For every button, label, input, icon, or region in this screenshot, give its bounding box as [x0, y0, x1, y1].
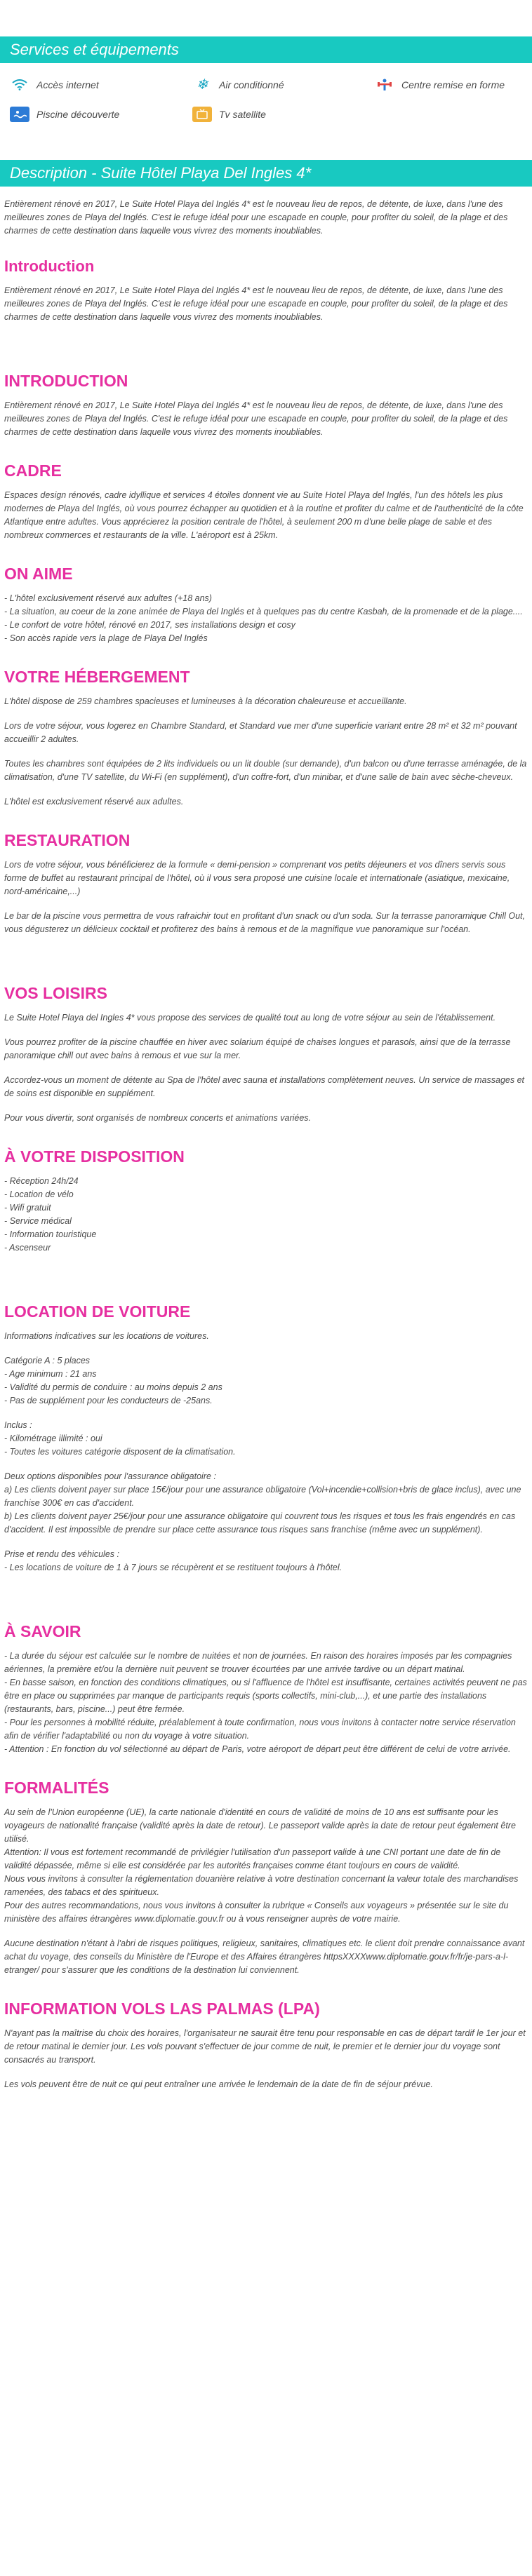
list-item: - En basse saison, en fonction des conditions climatiques, ou si l'affluence de l'hôtel est insuffisante, certaines activités peuvent ne pas être en place ou supprimées par manque de participants requis (sports collectifs, mini-club,...), et une partie des installations (restaurants, bars, piscine...) peut être fermée.	[4, 1678, 527, 1714]
information-vols-heading: INFORMATION VOLS LAS PALMAS (LPA)	[4, 2000, 320, 2018]
a-savoir-heading: À SAVOIR	[4, 1622, 81, 1640]
introduction-text: Entièrement rénové en 2017, Le Suite Hotel Playa del Inglés 4* est le nouveau lieu de repos, de détente, de luxe, dans l'une des meilleures zones de Playa del Inglés. C'est le refuge idéal pour une escapade en couple, pour profiter du soleil, de la plage et des charmes de cette destination dans laquelle vous vivrez des moments inoubliables.	[4, 285, 508, 322]
disposition-heading: À VOTRE DISPOSITION	[4, 1147, 185, 1166]
loisirs-text: Pour vous divertir, sont organisés de nombreux concerts et animations variées.	[4, 1113, 312, 1123]
hebergement-text: Toutes les chambres sont équipées de 2 lits individuels ou un lit double (sur demande), d'un balcon ou d'une terrasse aménagée, de la climatisation, d'une TV satellite, du Wi-Fi (en supplément), d'un coffre-fort, d'un minibar, et d'une salle de bain avec sèche-cheveux.	[4, 759, 527, 782]
list-item: - Le confort de votre hôtel, rénové en 2017, ses installations design et cosy	[4, 620, 295, 630]
list-item: a) Les clients doivent payer sur place 15€/jour pour une assurance obligatoire (Vol+incendie+collision+bris de glace inclus), avec une franchise 300€ en cas d'accident.	[4, 1485, 521, 1508]
formalites-text: Aucune destination n'étant à l'abri de risques politiques, religieux, sanitaires, climatiques etc. le client doit prendre connaissance avant achat du voyage, des conseils du Ministère de l'Europe et des Affaires étrangères httpsXXXXwww.diplomatie.gouv.fr/fr/je-pars-a-l-etranger/ pour s'assurer que les conditions de la destination lui conviennent.	[4, 1938, 525, 1975]
service-label: Centre remise en forme	[401, 79, 505, 90]
location-voiture-heading: LOCATION DE VOITURE	[4, 1302, 191, 1321]
list-item: - Son accès rapide vers la plage de Playa Del Inglés	[4, 633, 208, 643]
introduction-upper-text: Entièrement rénové en 2017, Le Suite Hotel Playa del Inglés 4* est le nouveau lieu de repos, de détente, de luxe, dans l'une des meilleures zones de Playa del Inglés. C'est le refuge idéal pour une escapade en couple, pour profiter du soleil, de la plage et des charmes de cette destination dans laquelle vous vivrez des moments inoubliables.	[4, 400, 508, 437]
list-item: Pour des autres recommandations, nous vous invitons à consulter la rubrique « Conseils aux voyageurs » présentée sur le site du ministère des affaires étrangères www.diplomatie.gouv.fr ou à vous renseigner auprès de votre mairie.	[4, 1901, 509, 1924]
disposition-list	[4, 1175, 528, 1255]
list-item: - Kilométrage illimité : oui	[4, 1434, 102, 1443]
inclus-list	[4, 1419, 528, 1459]
information-vols-text: Les vols peuvent être de nuit ce qui peut entraîner une arrivée le lendemain de la date de fin de séjour prévue.	[4, 2079, 433, 2089]
service-label: Piscine découverte	[36, 109, 120, 120]
services-heading: Services et équipements	[0, 36, 532, 63]
list-item: Inclus :	[4, 1420, 32, 1430]
list-item: - L'hôtel exclusivement réservé aux adultes (+18 ans)	[4, 593, 212, 603]
service-air-conditioning	[192, 77, 375, 93]
list-item: - Attention : En fonction du vol sélectionné au départ de Paris, votre aéroport de départ peut être différent de celui de votre arrivée.	[4, 1744, 511, 1754]
loisirs-text: Le Suite Hotel Playa del Ingles 4* vous propose des services de qualité tout au long de votre séjour au sein de l'établissement.	[4, 1013, 496, 1023]
restauration-heading: RESTAURATION	[4, 831, 131, 849]
list-item: Attention: Il vous est fortement recommandé de privilégier l'utilisation d'un passeport valide à une CNI portant une date de fin de validité dépassée, même si elle est considérée par les autorités françaises comme étant toujours en cours de validité.	[4, 1847, 501, 1870]
list-item: - La durée du séjour est calculée sur le nombre de nuitées et non de journées. En raison des horaires imposés par les compagnies aériennes, la première et/ou la dernière nuit peuvent se trouver écourtées par une arrivée tardive ou un départ matinal.	[4, 1651, 512, 1674]
on-aime-heading: ON AIME	[4, 565, 73, 583]
introduction-heading: Introduction	[4, 257, 95, 275]
a-savoir-list	[4, 1650, 528, 1756]
cadre-heading: CADRE	[4, 461, 62, 480]
description-heading: Description - Suite Hôtel Playa Del Ingles 4*	[0, 160, 532, 187]
list-item: Nous vous invitons à consulter la réglementation douanière relative à votre destination concernant la valeur totale des marchandises ramenées, des tabacs et des spiritueux.	[4, 1874, 519, 1897]
list-item: b) Les clients doivent payer 25€/jour pour une assurance obligatoire qui couvrent tous les risques et tous les frais engendrés en cas d'accident. Il est impossible de prendre sur place cette assurance tous risques sans franchise (même avec un supplément).	[4, 1511, 516, 1535]
list-item: Au sein de l'Union européenne (UE), la carte nationale d'identité en cours de validité de moins de 10 ans est suffisante pour les voyageurs de nationalité française (validité après la date de retour). Le passeport valide après la date de retour peut également être utilisé.	[4, 1807, 516, 1844]
loisirs-text: Vous pourrez profiter de la piscine chauffée en hiver avec solarium équipé de chaises longues et parasols, ainsi que de la terrasse panoramique chill out avec bains à remous et vue sur la mer.	[4, 1037, 511, 1060]
on-aime-list	[4, 592, 528, 645]
hebergement-text: L'hôtel dispose de 259 chambres spacieuses et lumineuses à la décoration chaleureuse et accueillante.	[4, 696, 407, 706]
formalites-heading: FORMALITÉS	[4, 1779, 109, 1797]
tv-icon	[192, 107, 212, 122]
description-text: Entièrement rénové en 2017, Le Suite Hotel Playa del Inglés 4* est le nouveau lieu de repos, de détente, de luxe, dans l'une des meilleures zones de Playa del Inglés. C'est le refuge idéal pour une escapade en couple, pour profiter du soleil, de la plage et des charmes de cette destination dans laquelle vous vivrez des moments inoubliables.	[4, 199, 508, 236]
hebergement-text: Lors de votre séjour, vous logerez en Chambre Standard, et Standard vue mer d'une superficie variant entre 28 m² et 32 m² pouvant accueillir 2 adultes.	[4, 721, 517, 744]
restauration-text: Lors de votre séjour, vous bénéficierez de la formule « demi-pension » comprenant vos petits déjeuners et vos dîners servis sous forme de buffet au restaurant principal de l'hôtel, où il vous sera proposé une cuisine locale et internationale (asiatique, mexicaine, nord-américaine,...)	[4, 860, 510, 896]
loisirs-heading: VOS LOISIRS	[4, 984, 107, 1002]
list-item: - Pas de supplément pour les conducteurs de -25ans.	[4, 1396, 213, 1405]
loisirs-text: Accordez-vous un moment de détente au Spa de l'hôtel avec sauna et installations complètement neuves. Un service de massages et de soins est disponible en supplément.	[4, 1075, 525, 1098]
list-item: - Toutes les voitures catégorie disposent de la climatisation.	[4, 1447, 236, 1457]
service-label: Tv satellite	[219, 109, 266, 120]
list-item: - Information touristique	[4, 1229, 97, 1239]
list-item: Catégorie A : 5 places	[4, 1356, 91, 1365]
list-item: - Service médical	[4, 1216, 72, 1226]
list-item: - Location de vélo	[4, 1189, 74, 1199]
list-item: Prise et rendu des véhicules :	[4, 1549, 119, 1559]
vehicules-list	[4, 1548, 528, 1574]
formalites-list	[4, 1806, 528, 1926]
list-item: - Ascenseur	[4, 1243, 51, 1253]
list-item: - Pour les personnes à mobilité réduite, préalablement à toute confirmation, nous vous invitons à contacter notre service réservation afin de vérifier l'adaptabilité ou non du voyage à votre situation.	[4, 1718, 516, 1741]
description-section	[0, 198, 532, 2091]
assurance-list	[4, 1470, 528, 1537]
introduction-upper-heading: INTRODUCTION	[4, 372, 128, 390]
categorie-list	[4, 1354, 528, 1408]
information-vols-text: N'ayant pas la maîtrise du choix des horaires, l'organisateur ne saurait être tenu pour responsable en cas de départ tardif le 1er jour et de retour matinal le dernier jour. Les vols pouvant s'effectuer de jour comme de nuit, le premier et le dernier jour du voyage sont consacrés au transport.	[4, 2028, 526, 2065]
list-item: - Les locations de voiture de 1 à 7 jours se récupèrent et se restituent toujours à l'hôtel.	[4, 1563, 343, 1572]
pool-icon	[10, 107, 29, 122]
services-grid	[0, 74, 532, 135]
service-pool	[10, 107, 192, 122]
hebergement-text: L'hôtel est exclusivement réservé aux adultes.	[4, 797, 184, 807]
list-item: - Validité du permis de conduire : au moins depuis 2 ans	[4, 1382, 222, 1392]
service-fitness	[375, 77, 532, 93]
list-item: Deux options disponibles pour l'assurance obligatoire :	[4, 1471, 216, 1481]
snowflake-icon: ❄	[196, 77, 208, 93]
list-item: - Réception 24h/24	[4, 1176, 79, 1186]
service-internet	[10, 77, 192, 93]
wifi-icon	[10, 77, 29, 93]
hebergement-heading: VOTRE HÉBERGEMENT	[4, 668, 190, 686]
restauration-text: Le bar de la piscine vous permettra de vous rafraichir tout en profitant d'un snack ou d'un soda. Sur la terrasse panoramique Chill Out, vous dégusterez un délicieux cocktail et profiterez des bains à remous et de la magnifique vue panoramique sur l'océan.	[4, 911, 525, 934]
location-voiture-intro: Informations indicatives sur les locations de voitures.	[4, 1331, 209, 1341]
service-tv	[192, 107, 375, 122]
list-item: - Age minimum : 21 ans	[4, 1369, 97, 1379]
list-item: - Wifi gratuit	[4, 1203, 51, 1213]
list-item: - La situation, au coeur de la zone animée de Playa del Inglés et à quelques pas du centre Kasbah, de la promenade et de la plage....	[4, 607, 523, 616]
service-label: Accès internet	[36, 79, 99, 90]
cadre-text: Espaces design rénovés, cadre idyllique et services 4 étoiles donnent vie au Suite Hotel Playa del Inglés, l'un des hôtels les plus modernes de Playa del Inglés, où vous pourrez échapper au quotidien et à la routine et profiter du calme et de l'authenticité de la côte Atlantique entre adultes. Vous apprécierez la position centrale de l'hôtel, à seulement 200 m d'une belle plage de sable et des nombreux commerces et restaurants de la ville. L'aéroport est à 25km.	[4, 490, 524, 540]
gym-icon	[375, 77, 394, 93]
service-label: Air conditionné	[219, 79, 284, 90]
